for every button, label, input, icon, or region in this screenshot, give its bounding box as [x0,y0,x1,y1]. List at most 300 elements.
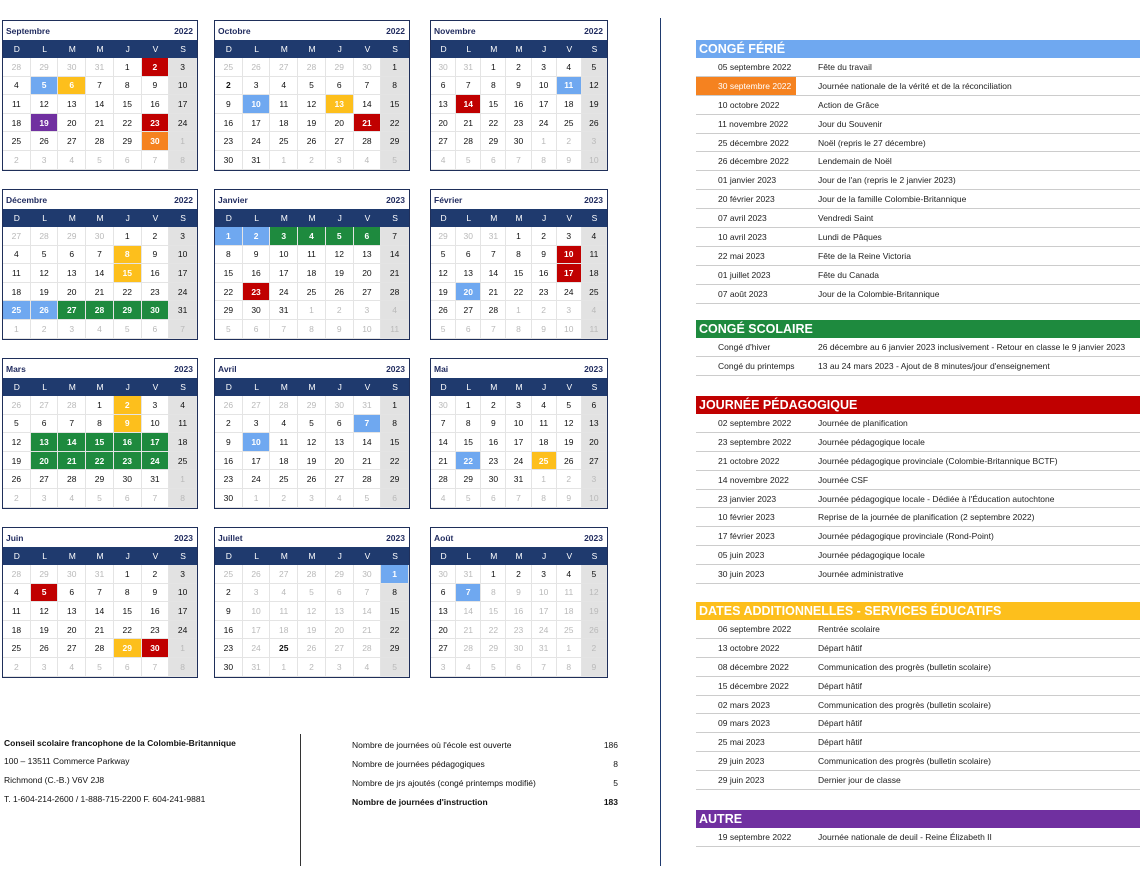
day-cell: 29 [326,565,354,584]
day-cell: 5 [354,489,382,508]
row-description: Journée pédagogique locale [818,550,925,561]
calendar-juillet [214,527,410,678]
day-cell: 18 [270,621,298,640]
day-cell: 12 [326,246,354,265]
weekday-label: V [364,551,371,561]
day-cell: 22 [381,114,409,133]
weekday-label: M [68,44,76,54]
day-cell: 30 [142,301,170,320]
day-cell: 24 [506,452,531,471]
day-cell: 18 [557,602,582,621]
calendar-header [215,190,409,209]
row-date: 23 septembre 2022 [718,436,792,447]
weekday-label: L [42,551,47,561]
stat-value: 8 [613,759,618,770]
day-cell: 3 [31,489,59,508]
day-cell: 3 [354,301,382,320]
day-cell: 7 [532,658,557,677]
day-cell: 3 [582,132,607,151]
month-name: Octobre [218,25,251,36]
day-cell: 29 [298,396,326,415]
day-cell: 9 [215,95,243,114]
day-cell: 28 [86,132,114,151]
day-cell: 7 [354,415,382,434]
weekday-label: M [96,213,104,223]
day-cell: 5 [431,320,456,339]
day-cell: 2 [215,415,243,434]
section-row [696,414,1140,433]
weekday-label: V [152,551,159,561]
weekday-label: M [515,551,523,561]
day-cell: 10 [582,151,607,170]
day-cell: 16 [243,264,271,283]
weekday-label: S [180,44,186,54]
day-cell: 11 [582,320,607,339]
day-cell: 30 [142,639,170,658]
day-cell: 30 [215,658,243,677]
section-row [696,134,1140,153]
day-cell: 5 [381,151,409,170]
weekday-label: J [542,44,547,54]
day-cell: 26 [582,114,607,133]
day-cell: 8 [215,246,243,265]
day-cell: 8 [381,584,409,603]
day-cell: 18 [270,452,298,471]
month-year: 2022 [174,194,193,205]
day-cell: 31 [169,301,197,320]
row-description: Rentrée scolaire [818,623,880,634]
month-year: 2023 [584,532,603,543]
day-cell: 28 [3,565,31,584]
day-cell: 4 [298,227,326,246]
day-cell: 29 [114,301,142,320]
day-cell: 29 [114,639,142,658]
day-cell: 20 [431,114,456,133]
weekday-label: M [280,382,288,392]
weekday-label: D [440,44,447,54]
day-cell: 21 [86,283,114,302]
day-cell: 13 [431,95,456,114]
day-grid [215,565,409,677]
calendar-header [215,359,409,378]
weekday-label: M [308,382,316,392]
day-cell: 22 [114,621,142,640]
day-cell: 1 [169,132,197,151]
day-cell: 31 [243,658,271,677]
row-description: Communication des progrès (bulletin scolaire) [818,699,991,710]
weekday-label: L [254,382,259,392]
day-cell: 22 [114,114,142,133]
day-cell: 3 [243,584,271,603]
day-cell: 7 [381,227,409,246]
day-cell: 22 [86,452,114,471]
day-cell: 10 [582,489,607,508]
row-date: 06 septembre 2022 [718,623,792,634]
section-row [696,357,1140,376]
day-cell: 2 [215,584,243,603]
day-cell: 7 [506,489,531,508]
month-year: 2023 [584,194,603,205]
day-cell: 15 [381,95,409,114]
day-cell: 11 [3,95,31,114]
weekday-label: S [392,551,398,561]
day-cell: 19 [31,114,59,133]
month-name: Mars [6,363,26,374]
day-cell: 8 [532,151,557,170]
stat-label: Nombre de journées où l'école est ouverte [352,740,512,751]
day-cell: 14 [431,433,456,452]
day-cell: 4 [431,151,456,170]
row-date: 30 juin 2023 [718,569,765,580]
weekday-label: J [125,213,130,223]
day-cell: 30 [215,489,243,508]
day-cell: 31 [243,151,271,170]
day-cell: 9 [142,77,170,96]
day-cell: 8 [298,320,326,339]
day-cell: 22 [506,283,531,302]
day-cell: 28 [86,301,114,320]
day-cell: 3 [142,396,170,415]
weekday-label: J [125,551,130,561]
month-name: Septembre [6,25,50,36]
day-cell: 31 [506,470,531,489]
day-cell: 6 [114,658,142,677]
day-cell: 31 [86,565,114,584]
day-cell: 8 [506,320,531,339]
calendar-avril [214,358,410,509]
row-description: Jour de la Colombie-Britannique [818,288,940,299]
day-cell: 26 [31,132,59,151]
day-grid [3,227,197,339]
day-cell: 31 [456,565,481,584]
day-cell: 26 [31,639,59,658]
day-cell: 7 [86,77,114,96]
day-cell: 3 [169,565,197,584]
day-cell: 1 [506,227,531,246]
day-cell: 27 [326,132,354,151]
row-date: 30 septembre 2022 [696,77,796,95]
row-date: Congé d'hiver [718,341,771,352]
section-1 [696,320,1140,376]
day-cell: 26 [243,58,271,77]
month-year: 2023 [174,363,193,374]
day-cell: 1 [381,58,409,77]
weekday-label: J [337,551,342,561]
row-description: Journée nationale de la vérité et de la réconciliation [818,80,1012,91]
day-cell: 18 [298,264,326,283]
day-cell: 10 [169,584,197,603]
day-cell: 8 [506,246,531,265]
day-cell: 10 [169,77,197,96]
day-cell: 29 [431,227,456,246]
day-cell: 26 [582,621,607,640]
day-cell: 18 [3,283,31,302]
weekday-label: S [591,44,598,54]
day-cell: 27 [31,396,59,415]
day-grid [431,227,607,339]
day-cell: 4 [3,584,31,603]
day-cell: 2 [326,301,354,320]
day-cell: 10 [557,246,582,265]
stat-value: 186 [603,740,618,751]
day-cell: 20 [58,621,86,640]
day-cell: 6 [456,246,481,265]
day-cell: 19 [298,114,326,133]
weekday-label: S [591,382,598,392]
day-cell: 18 [532,433,557,452]
row-date: 19 septembre 2022 [718,831,792,842]
section-row [696,771,1140,790]
section-row [696,677,1140,696]
weekday-label: V [364,213,371,223]
day-cell: 20 [582,433,607,452]
day-cell: 25 [169,452,197,471]
day-cell: 16 [506,602,531,621]
day-cell: 4 [582,227,607,246]
weekday-label: V [152,213,159,223]
day-cell: 26 [215,396,243,415]
row-date: 07 avril 2023 [718,213,767,224]
row-description: Départ hâtif [818,680,862,691]
day-cell: 4 [557,565,582,584]
day-cell: 28 [298,58,326,77]
day-cell: 16 [142,264,170,283]
weekday-label: J [125,382,130,392]
day-cell: 13 [58,95,86,114]
section-0 [696,40,1140,304]
day-cell: 9 [532,246,557,265]
day-cell: 24 [243,132,271,151]
row-date: 02 septembre 2022 [718,417,792,428]
weekday-label: S [180,382,186,392]
day-cell: 9 [326,320,354,339]
day-cell: 15 [506,264,531,283]
row-description: Action de Grâce [818,99,879,110]
day-cell: 27 [582,452,607,471]
day-cell: 2 [298,658,326,677]
weekday-label: L [254,44,259,54]
row-description: Journée pédagogique locale - Dédiée à l'Éducation autochtone [818,493,1055,504]
day-cell: 25 [298,283,326,302]
day-cell: 17 [169,264,197,283]
day-cell: 18 [3,114,31,133]
day-cell: 17 [142,433,170,452]
weekday-label: D [440,551,447,561]
day-cell: 30 [506,132,531,151]
day-cell: 23 [506,621,531,640]
weekday-label: M [96,551,104,561]
weekday-label: L [466,213,472,223]
row-date: 05 juin 2023 [718,550,765,561]
day-cell: 29 [481,639,506,658]
day-cell: 3 [532,565,557,584]
day-cell: 3 [298,489,326,508]
day-cell: 6 [58,584,86,603]
row-date: 02 mars 2023 [718,699,770,710]
day-cell: 7 [506,151,531,170]
day-cell: 9 [557,151,582,170]
day-cell: 7 [481,246,506,265]
day-cell: 7 [86,246,114,265]
day-cell: 3 [169,58,197,77]
day-cell: 5 [298,77,326,96]
day-cell: 30 [243,301,271,320]
day-cell: 19 [31,283,59,302]
row-description: Lundi de Pâques [818,231,882,242]
day-cell: 7 [86,584,114,603]
day-cell: 7 [481,320,506,339]
day-cell: 2 [114,396,142,415]
day-cell: 4 [270,77,298,96]
calendar-header [3,190,197,209]
day-cell: 4 [3,77,31,96]
day-cell: 25 [557,114,582,133]
day-cell: 5 [86,489,114,508]
day-cell: 21 [431,452,456,471]
section-row [696,190,1140,209]
day-cell: 30 [86,227,114,246]
row-description: Journée nationale de deuil - Reine Élizabeth II [818,831,992,842]
day-cell: 1 [169,639,197,658]
day-cell: 13 [354,246,382,265]
weekday-label: D [13,44,20,54]
day-cell: 6 [481,151,506,170]
day-cell: 4 [354,151,382,170]
day-cell: 3 [326,658,354,677]
weekday-label: V [566,551,573,561]
day-cell: 31 [270,301,298,320]
day-cell: 30 [431,565,456,584]
day-cell: 1 [114,565,142,584]
day-cell: 24 [169,621,197,640]
day-cell: 7 [169,320,197,339]
row-date: 05 septembre 2022 [718,61,792,72]
section-row [696,490,1140,509]
day-cell: 9 [506,77,531,96]
section-row [696,115,1140,134]
day-cell: 14 [381,246,409,265]
stat-row [352,736,618,755]
day-cell: 16 [215,621,243,640]
day-cell: 8 [381,415,409,434]
day-cell: 21 [354,452,382,471]
day-cell: 17 [557,264,582,283]
day-cell: 1 [114,227,142,246]
day-cell: 10 [354,320,382,339]
day-cell: 8 [114,246,142,265]
day-cell: 5 [31,77,59,96]
row-description: Départ hâtif [818,642,862,653]
day-cell: 24 [270,283,298,302]
weekday-header [3,547,197,565]
day-cell: 10 [169,246,197,265]
day-cell: 25 [270,132,298,151]
day-cell: 11 [270,433,298,452]
row-description: Journée pédagogique provinciale (Colombie-Britannique BCTF) [818,455,1058,466]
day-cell: 5 [456,489,481,508]
day-cell: 6 [326,584,354,603]
day-cell: 28 [58,470,86,489]
day-cell: 14 [354,602,382,621]
day-cell: 29 [58,227,86,246]
stat-label: Nombre de journées pédagogiques [352,759,485,770]
section-row [696,658,1140,677]
day-cell: 16 [142,95,170,114]
section-row [696,171,1140,190]
day-cell: 1 [557,639,582,658]
weekday-label: L [466,44,472,54]
day-cell: 15 [114,264,142,283]
day-cell: 9 [506,584,531,603]
day-cell: 14 [456,95,481,114]
day-cell: 13 [326,602,354,621]
day-cell: 9 [142,246,170,265]
weekday-label: S [392,44,398,54]
day-cell: 17 [169,602,197,621]
day-cell: 7 [142,658,170,677]
day-cell: 23 [142,283,170,302]
day-cell: 18 [557,95,582,114]
day-cell: 3 [243,415,271,434]
day-cell: 30 [431,58,456,77]
day-cell: 14 [481,264,506,283]
day-cell: 6 [481,489,506,508]
row-description: Journée pédagogique provinciale (Rond-Point) [818,531,994,542]
day-cell: 30 [456,227,481,246]
month-name: Février [434,194,463,205]
day-cell: 4 [532,396,557,415]
day-cell: 3 [31,151,59,170]
stat-value: 183 [603,796,618,807]
day-cell: 21 [354,621,382,640]
day-cell: 1 [3,320,31,339]
weekday-label: L [42,213,47,223]
calendar-septembre [2,20,198,171]
row-date: 15 décembre 2022 [718,680,789,691]
row-date: 29 juin 2023 [718,775,765,786]
day-cell: 26 [557,452,582,471]
day-cell: 17 [169,95,197,114]
day-cell: 19 [31,621,59,640]
weekday-label: M [68,382,76,392]
row-date: 23 janvier 2023 [718,493,777,504]
section-title: AUTRE [696,810,1140,828]
footer-divider [300,734,301,866]
day-cell: 13 [31,433,59,452]
day-cell: 4 [58,151,86,170]
weekday-label: D [225,44,232,54]
day-cell: 25 [270,470,298,489]
day-cell: 8 [557,658,582,677]
calendar-août [430,527,608,678]
org-name: Conseil scolaire francophone de la Colombie-Britannique [4,738,236,748]
section-row [696,714,1140,733]
day-cell: 5 [215,320,243,339]
day-cell: 5 [86,658,114,677]
weekday-header [431,209,607,227]
day-cell: 29 [31,565,59,584]
day-cell: 28 [298,565,326,584]
day-cell: 1 [481,565,506,584]
row-date: 25 mai 2023 [718,737,765,748]
day-cell: 6 [142,320,170,339]
day-cell: 1 [86,396,114,415]
weekday-label: V [566,44,573,54]
day-cell: 29 [456,470,481,489]
day-cell: 5 [31,584,59,603]
section-row [696,546,1140,565]
day-cell: 6 [431,584,456,603]
